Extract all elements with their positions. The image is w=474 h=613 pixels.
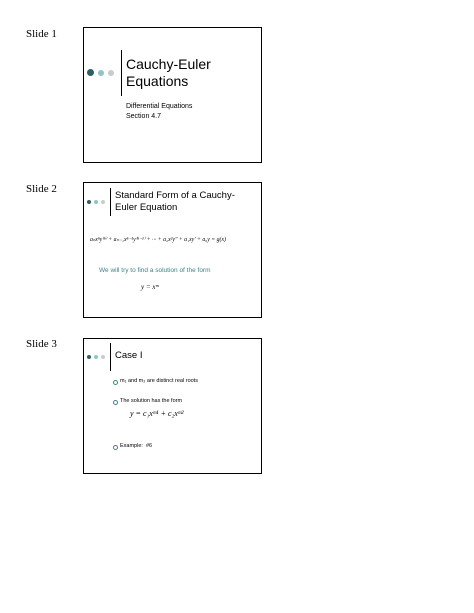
slide-1-subtitle — [126, 102, 192, 122]
slide-1 — [83, 27, 262, 163]
slide-3 — [83, 338, 262, 474]
slide-1-title — [126, 56, 211, 90]
title-divider — [110, 188, 111, 216]
dot-icon — [94, 355, 98, 359]
bullet-solution-form: The solution has the form — [120, 398, 183, 404]
title-divider — [110, 343, 111, 371]
bullet-icon — [113, 445, 118, 450]
title-line: Standard Form of a Cauchy- — [115, 190, 235, 201]
dot-icon — [101, 355, 105, 359]
title-line: Euler Equation — [115, 202, 178, 213]
case1-solution-equation: y = c₁xᵐ¹ + c₂xᵐ² — [130, 409, 184, 418]
dot-icon — [87, 355, 91, 359]
dot-icon — [87, 200, 91, 204]
slide-1-label: Slide 1 — [26, 28, 57, 40]
slide-2-label: Slide 2 — [26, 183, 57, 195]
title-divider — [121, 50, 122, 96]
bullet-example: Example: #6 — [120, 443, 153, 449]
decorative-dots — [87, 355, 105, 359]
dot-icon — [98, 70, 104, 76]
subtitle-line: Section 4.7 — [126, 113, 162, 120]
bullet-icon — [113, 400, 118, 405]
dot-icon — [87, 69, 94, 76]
try-solution-text: We will try to find a solution of the form — [99, 267, 211, 274]
slide-2-title — [115, 190, 235, 214]
decorative-dots — [87, 69, 114, 76]
title-line: Cauchy-Euler — [126, 56, 211, 72]
standard-form-equation: aₙxⁿy⁽ⁿ⁾ + aₙ₋₁xⁿ⁻¹y⁽ⁿ⁻¹⁾ + ··· + a₂x²y″ + a₁xy′ + a₀y = g(x) — [90, 237, 226, 243]
bullet-distinct-roots: m₁ and m₂ are distinct real roots — [120, 378, 198, 384]
slide-3-label: Slide 3 — [26, 338, 57, 350]
solution-form: y = xᵐ — [141, 283, 159, 291]
subtitle-line: Differential Equations — [126, 103, 193, 110]
dot-icon — [94, 200, 98, 204]
title-line: Equations — [126, 73, 189, 89]
bullet-icon — [113, 380, 118, 385]
decorative-dots — [87, 200, 105, 204]
slide-3-title: Case I — [115, 350, 143, 361]
dot-icon — [108, 70, 114, 76]
dot-icon — [101, 200, 105, 204]
slide-2 — [83, 182, 262, 318]
